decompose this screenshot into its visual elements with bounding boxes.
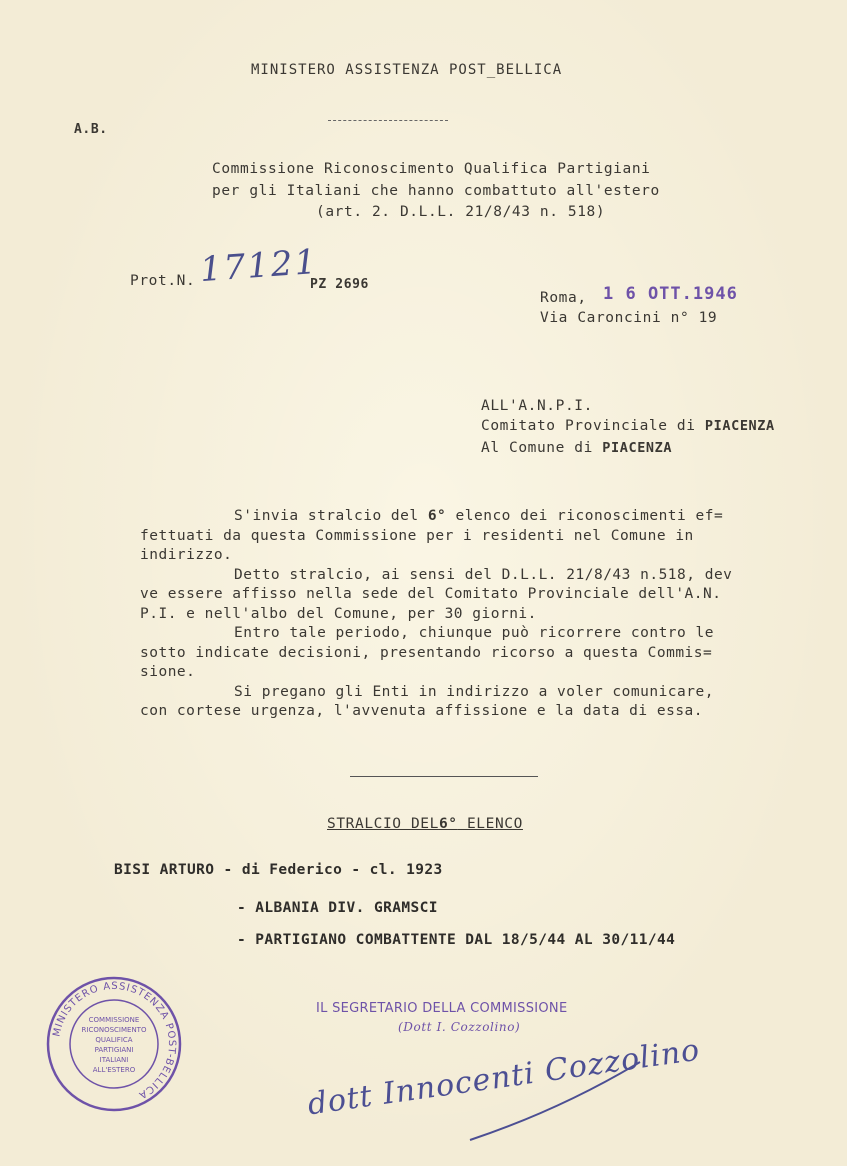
secretary-name: (Dott I. Cozzolino) — [398, 1020, 521, 1034]
ministry-heading: MINISTERO ASSISTENZA POST_BELLICA — [251, 62, 563, 78]
section-divider — [350, 776, 538, 777]
place-city: Roma, — [540, 290, 587, 306]
body-text: S'invia stralcio del — [234, 508, 428, 524]
pz-number: PZ 2696 — [310, 277, 369, 292]
commission-line-1: Commissione Riconoscimento Qualifica Partigiani — [212, 161, 651, 177]
list-number: 6° — [427, 508, 447, 524]
body-line: ve essere affisso nella sede del Comitato Provinciale dell'A.N. — [140, 586, 722, 602]
heading-underline — [328, 120, 448, 121]
protocol-number: 17121 — [198, 241, 320, 291]
extract-title-num: 6° — [438, 816, 458, 832]
handwritten-signature: dott Innocenti Cozzolino — [305, 1032, 703, 1123]
body-line: fettuati da questa Commissione per i residenti nel Comune in — [140, 527, 694, 544]
body-line: Entro tale periodo, chiunque può ricorrere contro le — [234, 625, 714, 641]
recipient-line-1: ALL'A.N.P.I. — [481, 398, 593, 414]
extract-title — [327, 816, 523, 832]
body-line: sotto indicate decisioni, presentando ricorso a questa Commis= — [140, 644, 713, 661]
recipient-line-2 — [481, 418, 775, 434]
body-text: elenco dei riconoscimenti ef= — [446, 508, 724, 524]
body-line: P.I. e nell'albo del Comune, per 30 giorni. — [140, 605, 537, 622]
office-address: Via Caroncini n° 19 — [540, 310, 718, 326]
commission-line-3: (art. 2. D.L.L. 21/8/43 n. 518) — [316, 204, 606, 220]
letter-body — [140, 507, 780, 722]
recipient-city-2: PIACENZA — [602, 440, 673, 456]
seal-outer-text: MINISTERO ASSISTENZA POST-BELLICA — [51, 980, 178, 1101]
svg-text:RICONOSCIMENTO: RICONOSCIMENTO — [81, 1026, 147, 1034]
svg-text:COMMISSIONE: COMMISSIONE — [88, 1016, 140, 1024]
recipient-city-1: PIACENZA — [704, 418, 775, 434]
svg-text:ALL'ESTERO: ALL'ESTERO — [92, 1066, 136, 1074]
extract-title-b: ELENCO — [457, 816, 523, 832]
body-line: indirizzo. — [140, 547, 233, 563]
extract-title-a: STRALCIO DEL — [327, 816, 439, 832]
commission-line-2: per gli Italiani che hanno combattuto all'estero — [212, 183, 660, 199]
svg-text:QUALIFICA: QUALIFICA — [95, 1036, 133, 1044]
recipient-line-2-prefix: Comitato Provinciale di — [481, 418, 705, 434]
body-line: Si pregano gli Enti in indirizzo a voler comunicare, — [234, 683, 714, 700]
recipient-line-3-prefix: Al Comune di — [481, 440, 603, 456]
extract-entry-status: - PARTIGIANO COMBATTENTE DAL 18/5/44 AL 30/11/44 — [237, 932, 676, 948]
ministry-seal — [44, 974, 184, 1114]
body-line: Detto stralcio, ai sensi del D.L.L. 21/8/43 n.518, dev — [234, 566, 733, 583]
svg-text:ITALIANI: ITALIANI — [99, 1056, 129, 1064]
seal-inner-text — [82, 1016, 147, 1074]
recipient-line-3 — [481, 440, 672, 456]
secretary-title: IL SEGRETARIO DELLA COMMISSIONE — [316, 1001, 568, 1016]
body-line — [140, 507, 780, 527]
body-line: sione. — [140, 664, 196, 680]
office-code: A.B. — [74, 122, 108, 137]
svg-text:PARTIGIANI: PARTIGIANI — [94, 1046, 134, 1054]
protocol-label: Prot.N. — [130, 273, 196, 289]
date-stamp: 1 6 OTT.1946 — [603, 284, 738, 304]
seal-graphic — [44, 974, 184, 1114]
extract-entry-division: - ALBANIA DIV. GRAMSCI — [237, 900, 438, 916]
extract-entry-name: BISI ARTURO - di Federico - cl. 1923 — [114, 862, 443, 878]
body-line: con cortese urgenza, l'avvenuta affissione e la data di essa. — [140, 703, 704, 719]
